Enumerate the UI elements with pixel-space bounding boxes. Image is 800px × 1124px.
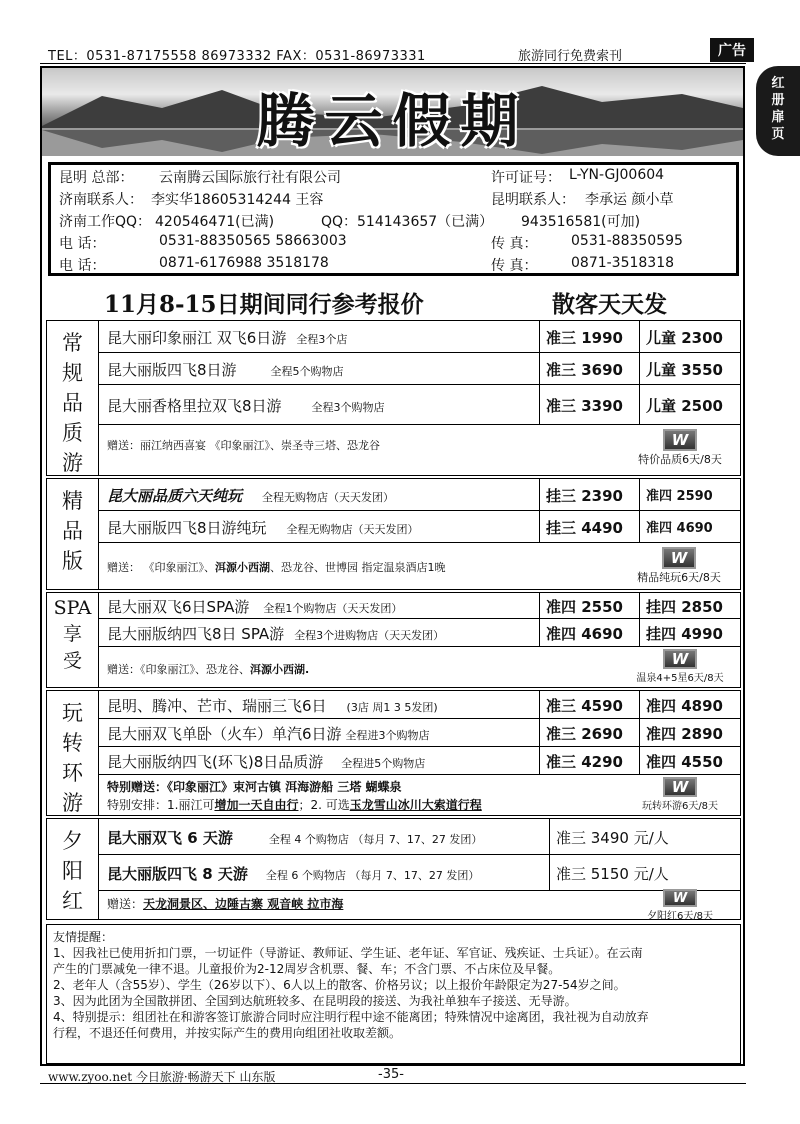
- gift-text-wrap: [107, 661, 309, 677]
- price-secondary: 儿童 3550: [639, 353, 741, 384]
- tour-note: 全程无购物店（天天发团）: [262, 491, 395, 504]
- tour-name-wrap: [107, 863, 479, 884]
- tour-row: [99, 479, 740, 511]
- tour-name-wrap: [107, 723, 430, 744]
- price-secondary: 挂四 4990: [639, 619, 741, 646]
- page-footer: [40, 1066, 746, 1084]
- license-number: L-YN-GJ00604: [569, 167, 665, 183]
- footer-site: www.zyoo.net 今日旅游·畅游天下 山东版: [48, 1070, 276, 1084]
- category-char: 玩: [62, 701, 83, 725]
- tour-row: [99, 511, 740, 543]
- hq-label: 昆明 总部：: [59, 170, 134, 186]
- phone-2: 0871-6176988 3518178: [159, 255, 329, 271]
- price-secondary: 准四 4690: [639, 511, 741, 542]
- tour-note: 全程进3个购物店: [345, 729, 430, 742]
- price-primary: 准三 4590: [539, 691, 639, 718]
- tour-name: 昆大丽版纳四飞(环飞)8日品质游: [107, 753, 324, 771]
- category-char: 转: [62, 731, 83, 755]
- note-line: 2、老年人（含55岁）、学生（26岁以下）、6人以上的散客、价格另议；以上报价年龄限定为27-54岁之间。: [53, 978, 626, 992]
- note-line: 4、特别提示：组团社在和游客签订旅游合同时应注明行程中途不能离团；特殊情况中途离团，我社视为自动放弃: [53, 1010, 649, 1024]
- note-line: 3、因为此团为全国散拼团、全国到达航班较多、在昆明段的接送、为我社单独车子接送、无导游。: [53, 994, 577, 1008]
- tour-name: 昆大丽双飞 6 天游: [107, 829, 233, 847]
- tour-row: [99, 819, 740, 855]
- special-arrange-text: 特别安排：1.丽江可: [107, 798, 215, 812]
- phone-2-label: 电 话：: [59, 258, 106, 274]
- category-label: [47, 321, 99, 475]
- price-per-person: 准三 5150 元/人: [549, 855, 740, 890]
- tour-note: 全程 4 个购物店 （每月 7、17、27 发团）: [268, 833, 483, 846]
- category-label: [47, 593, 99, 687]
- gift-text: 赠送：丽江纳西喜宴 《印象丽江》、崇圣寺三塔、恐龙谷: [107, 439, 380, 452]
- price-secondary: 准四 2890: [639, 719, 741, 746]
- contact-line: TEL：0531-87175558 86973332 FAX：0531-86973331: [48, 49, 426, 64]
- tour-name-wrap: [107, 695, 438, 716]
- license-label: 许可证号：: [491, 170, 561, 186]
- category-char: 游: [62, 451, 83, 475]
- note-line: 产生的门票减免一律不退。儿童报价为2-12周岁含机票、餐、车；不含门票、不占床位及早餐。: [53, 962, 561, 976]
- logo-caption-box: [629, 649, 731, 684]
- price-secondary: 准四 4890: [639, 691, 741, 718]
- price-primary: 准四 4690: [539, 619, 639, 646]
- tour-name-wrap: [107, 359, 344, 380]
- tour-row: [99, 593, 740, 619]
- tour-row: [99, 619, 740, 647]
- notes-title: 友情提醒：: [53, 930, 114, 944]
- fax-1-label: 传 真：: [491, 236, 538, 252]
- side-tab-char: 册: [771, 93, 785, 108]
- tour-name: 昆大丽双飞6日SPA游: [107, 598, 250, 616]
- w-logo-icon: W: [662, 547, 696, 569]
- category-char: 常: [62, 331, 83, 355]
- tour-note: 全程5个购物店: [270, 365, 344, 378]
- price-secondary: 儿童 2300: [639, 321, 741, 352]
- ad-frame: [40, 66, 745, 1066]
- special-arrange-text: ；2. 可选: [298, 798, 350, 812]
- tour-row: [99, 385, 740, 425]
- gift-highlight: 洱源小西湖.: [250, 663, 310, 676]
- side-tab-char: 红: [771, 76, 785, 91]
- top-contact-bar: [40, 42, 746, 64]
- package-caption: 特价品质6天/8天: [638, 453, 722, 466]
- category-char: 规: [62, 361, 83, 385]
- tour-name: 昆大丽品质六天纯玩: [107, 487, 243, 505]
- price-primary: 准四 2550: [539, 593, 639, 618]
- qq-2-label: QQ：: [321, 214, 358, 230]
- qq-label: 济南工作QQ：: [59, 214, 152, 230]
- price-primary: 挂三 2390: [539, 479, 639, 510]
- kunming-contact: 李承运 颜小草: [585, 192, 674, 208]
- side-tab-char: 扉: [771, 110, 785, 125]
- package-caption: 玩转环游6天/8天: [641, 801, 719, 812]
- section-premium: [46, 478, 741, 590]
- logo-caption-box: [629, 777, 731, 812]
- price-secondary: 准四 2590: [639, 479, 741, 510]
- category-char: 阳: [62, 859, 83, 883]
- hq-name: 云南腾云国际旅行社有限公司: [159, 170, 341, 186]
- section-spa: [46, 592, 741, 688]
- section-senior: [46, 818, 741, 920]
- tour-row: [99, 719, 740, 747]
- tour-note: 全程3个进购物店（天天发团）: [294, 629, 445, 642]
- phone-1-label: 电 话：: [59, 236, 106, 252]
- price-primary: 准三 4290: [539, 747, 639, 774]
- company-info-box: [48, 162, 739, 276]
- gift-row: [99, 425, 740, 475]
- special-arrange-wrap: [107, 796, 482, 813]
- tour-note: 全程进5个购物店: [341, 757, 426, 770]
- tour-name: 昆大丽版四飞 8 天游: [107, 865, 248, 883]
- fax-2-label: 传 真：: [491, 258, 538, 274]
- tour-name-wrap: [107, 596, 402, 617]
- price-primary: 准三 3690: [539, 353, 639, 384]
- page-number: -35-: [378, 1067, 404, 1082]
- ad-label: 广告: [710, 38, 754, 62]
- w-logo-icon: W: [663, 889, 697, 907]
- tour-name: 昆大丽双飞单卧（火车）单汽6日游: [107, 725, 342, 743]
- category-label: [47, 479, 99, 589]
- note-line: 行程，不退还任何费用，并按实际产生的费用向组团社收取差额。: [53, 1026, 402, 1040]
- category-char: SPA: [53, 597, 92, 619]
- tour-note: 全程3个购物店: [311, 401, 385, 414]
- gift-text: 赠送：: [107, 897, 144, 911]
- tour-name-wrap: [107, 327, 347, 348]
- category-char: 游: [62, 791, 83, 815]
- tour-name: 昆大丽版四飞8日游纯玩: [107, 519, 267, 537]
- jinan-contact: 李实华18605314244 王容: [151, 192, 324, 208]
- headline-daily: 散客天天发: [552, 291, 667, 318]
- red-book-tab: [756, 66, 800, 156]
- tour-name-wrap: [107, 517, 419, 538]
- gift-text-wrap: [107, 559, 446, 575]
- gift-highlight: 天龙洞景区、边陲古寨 观音峡 拉市海: [143, 897, 344, 911]
- friendly-reminder: [46, 924, 741, 1064]
- jinan-contact-label: 济南联系人：: [59, 192, 143, 208]
- price-primary: 准三 1990: [539, 321, 639, 352]
- category-char: 环: [62, 761, 83, 785]
- section-regular: [46, 320, 741, 476]
- phone-1: 0531-88350565 58663003: [159, 233, 347, 249]
- tour-note: 全程无购物店（天天发团）: [286, 523, 419, 536]
- price-primary: 准三 3390: [539, 385, 639, 424]
- price-secondary: 儿童 2500: [639, 385, 741, 424]
- special-gift-text: 特别赠送：《印象丽江》束河古镇 洱海游船 三塔 蝴蝶泉: [107, 780, 402, 794]
- banner: [42, 68, 743, 156]
- tour-name-wrap: [107, 751, 425, 772]
- category-char: 受: [62, 650, 82, 672]
- price-secondary: 挂四 2850: [639, 593, 741, 618]
- category-char: 品: [62, 391, 83, 415]
- special-arrange-highlight: 玉龙雪山冰川大索道行程: [349, 798, 482, 812]
- tour-name: 昆大丽印象丽江 双飞6日游: [107, 329, 287, 347]
- gift-row: [99, 647, 740, 687]
- tour-name: 昆大丽版纳四飞8日 SPA游: [107, 625, 285, 643]
- category-char: 质: [62, 421, 83, 445]
- qq-2: 514143657（已满）: [357, 214, 494, 230]
- section-loop-tour: [46, 690, 741, 816]
- tour-row: [99, 855, 740, 891]
- brand-title: 腾云假期: [256, 87, 529, 155]
- gift-highlight: 洱源小西湖: [215, 561, 270, 574]
- logo-caption-box: [619, 547, 739, 585]
- tour-row: [99, 321, 740, 353]
- package-caption: 温泉4+5星6天/8天: [636, 673, 724, 684]
- tour-name: 昆明、腾冲、芒市、瑞丽三飞6日: [107, 697, 327, 715]
- logo-caption-box: [629, 889, 731, 922]
- tour-row: [99, 353, 740, 385]
- side-tab-char: 页: [771, 127, 785, 142]
- package-caption: 精品纯玩6天/8天: [637, 571, 721, 584]
- tagline: 旅游同行免费索刊: [518, 49, 623, 64]
- gift-row: [99, 891, 740, 922]
- tour-name-wrap: [107, 485, 394, 506]
- price-primary: 挂三 4490: [539, 511, 639, 542]
- note-line: 1、因我社已使用折扣门票，一切证件（导游证、教师证、学生证、老年证、军官证、残疾证、士兵证）。在云南: [53, 946, 643, 960]
- price-secondary: 准四 4550: [639, 747, 741, 774]
- gift-row: [99, 775, 740, 815]
- tour-note: (3店 周1 3 5发团): [346, 701, 438, 714]
- category-char: 版: [62, 549, 83, 573]
- tour-note: 全程3个店: [296, 333, 348, 346]
- category-label: [47, 819, 99, 919]
- gift-row: [99, 543, 740, 589]
- w-logo-icon: W: [663, 777, 697, 797]
- qq-3: 943516581(可加): [521, 214, 641, 230]
- tour-name: 昆大丽香格里拉双飞8日游: [107, 397, 282, 415]
- category-char: 品: [62, 519, 83, 543]
- category-char: 夕: [62, 829, 83, 853]
- category-char: 红: [62, 889, 83, 913]
- tour-note: 全程1个购物店（天天发团）: [263, 602, 403, 615]
- headline-period: 11月8-15日期间同行参考报价: [104, 291, 424, 318]
- w-logo-icon: W: [663, 649, 697, 669]
- tour-note: 全程 6 个购物店 （每月 7、17、27 发团）: [265, 869, 480, 882]
- tour-name-wrap: [107, 827, 482, 848]
- qq-1: 420546471(已满): [155, 214, 275, 230]
- kunming-contact-label: 昆明联系人：: [491, 192, 575, 208]
- tour-name: 昆大丽版四飞8日游: [107, 361, 237, 379]
- fax-1: 0531-88350595: [571, 233, 683, 249]
- tour-name-wrap: [107, 623, 444, 644]
- price-per-person: 准三 3490 元/人: [549, 819, 740, 854]
- price-headline: [46, 282, 741, 318]
- gift-text: 赠送：《印象丽江》、恐龙谷、: [107, 663, 250, 676]
- gift-text: 、恐龙谷、世博园 指定温泉酒店1晚: [270, 561, 446, 574]
- special-arrange-highlight: 增加一天自由行: [214, 798, 299, 812]
- price-primary: 准三 2690: [539, 719, 639, 746]
- tour-name-wrap: [107, 395, 385, 416]
- tour-row: [99, 691, 740, 719]
- w-logo-icon: W: [663, 429, 697, 451]
- package-caption: 夕阳红6天/8天: [646, 911, 714, 922]
- gift-text: 赠送： 《印象丽江》、: [107, 561, 215, 574]
- tour-row: [99, 747, 740, 775]
- category-label: [47, 691, 99, 815]
- category-char: 享: [62, 623, 82, 645]
- fax-2: 0871-3518318: [571, 255, 675, 271]
- gift-text-wrap: [107, 895, 343, 912]
- logo-caption-box: [629, 429, 731, 467]
- category-char: 精: [62, 489, 83, 513]
